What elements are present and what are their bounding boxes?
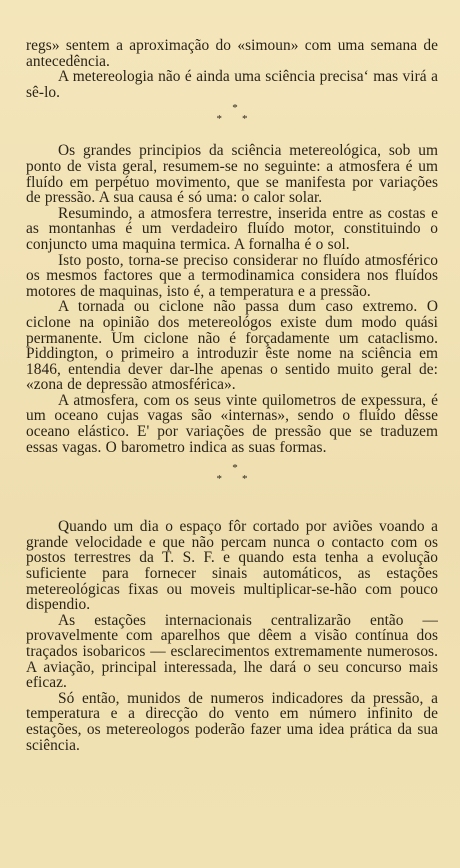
paragraph-5: Isto posto, torna-se preciso considerar no fluído atmosférico os mesmos factores que a termodinamica considera nos fluídos motores de maquinas, isto é, a temperatura e a pressão. [26,251,438,300]
paragraph-8: Quando um dia o espaço fôr cortado por aviões voando a grande velocidade e que não percam nunca o contacto com os postos terrestres da T. S. F. e quando esta tenha a evolução suficiente para fornecer sinais automáticos, as estações metereológicas fixas ou moveis multiplicar-se-hão com pouco dispendio. [26,518,438,614]
paragraph-2: A metereologia não é ainda uma sciência precisa‘ mas virá a sê-lo. [26,68,438,101]
paragraph-10: Só então, munidos de numeros indicadores da pressão, a temperatura e a direcção do vento em número infinito de estações, os metereologos poderão fazer uma idea prática da sua sciência. [26,689,438,754]
separator-star-top: * [232,102,238,115]
paragraph-3: Os grandes principios da sciência metereológica, sob um ponto de vista geral, resumem-se no seguinte: a atmosfera é um fluído em perpétuo movimento, que se manifesta por variações de pressão. A sua causa é só uma: o calor solar. [26,142,438,207]
paragraph-7: A atmosfera, com os seus vinte quilometros de expessura, é um oceano cujas vagas são «internas», sendo o fluído dêsse oceano elástico. E' por variações de pressão que se traduzem essas vagas. O barometro indica as suas formas. [26,391,438,456]
paragraph-4: Resumindo, a atmosfera terrestre, inserida entre as costas e as montanhas é um verdadeiro fluído motor, constituindo o conjuncto uma maquina termica. A fornalha é o sol. [26,204,438,253]
separator-star-pair: ** [216,113,268,126]
separator-star-top: * [232,462,238,475]
paragraph-1: regs» sentem a aproximação do «simoun» com uma semana de antecedência. [26,37,438,70]
separator-star-pair: ** [216,473,268,486]
section-separator-2 [26,463,438,485]
section-separator-1 [26,103,438,125]
paragraph-6: A tornada ou ciclone não passa dum caso extremo. O ciclone na opinião dos metereológos existe dum modo quási permanente. Um ciclone não é forçadamente um cataclismo. Piddington, o primeiro a introduzir êste nome na sciência em 1846, entendia dever dar-lhe apenas o sentido muito geral de: «zona de depressão atmosférica». [26,298,438,394]
paragraph-9: As estações internacionais centralizarão então — provavelmente com aparelhos que dêem a visão contínua dos traçados isobaricos — esclarecimentos extremamente numerosos. A aviação, principal interessada, lhe dará o seu concurso mais eficaz. [26,611,438,692]
